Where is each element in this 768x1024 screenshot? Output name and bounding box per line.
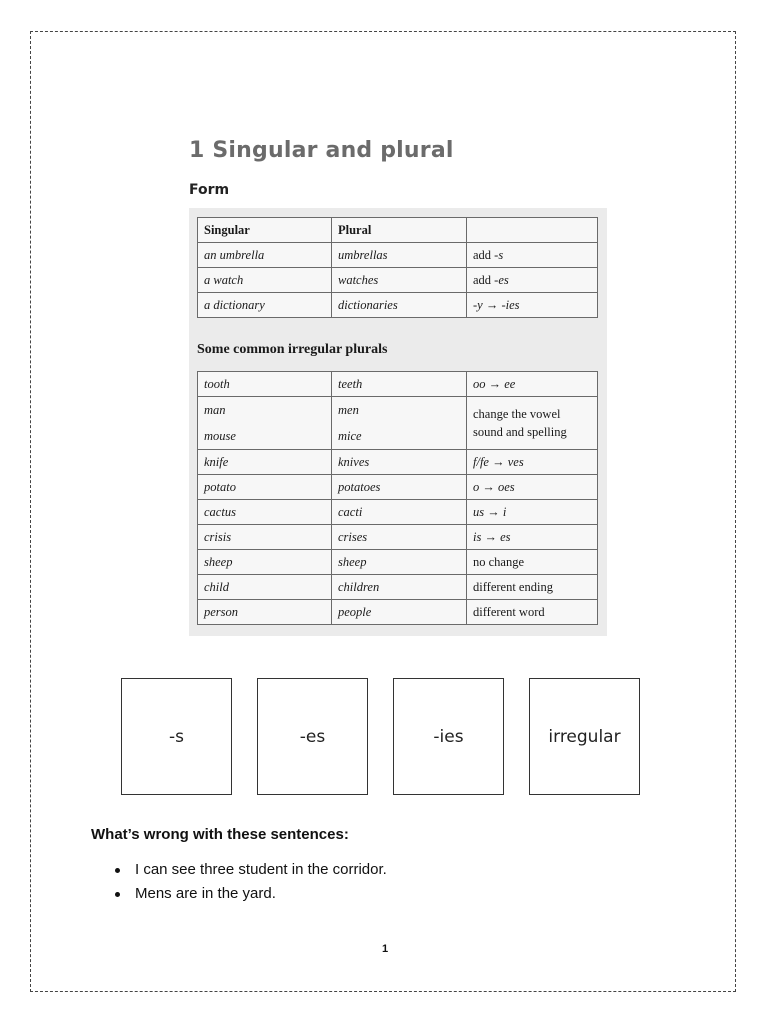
plural-cell: people [332, 600, 467, 625]
plural-cell: crises [332, 525, 467, 550]
rule-prefix: add - [473, 272, 499, 287]
sentence-list [115, 858, 387, 906]
irregular-plurals-heading: Some common irregular plurals [197, 342, 388, 357]
singular-cell: potato [198, 475, 332, 500]
rule-cell: o → oes [467, 475, 598, 500]
header-plural: Plural [332, 218, 467, 243]
table-row [198, 293, 598, 318]
regular-plurals-table [197, 217, 598, 318]
table-row [198, 243, 598, 268]
category-card-ies: -ies [393, 678, 504, 795]
rule-cell: no change [467, 550, 598, 575]
rule-line: sound and spelling [473, 425, 567, 439]
singular-line: mouse [204, 429, 236, 443]
singular-cell: tooth [198, 372, 332, 397]
plural-cell [332, 397, 467, 450]
rule-cell [467, 268, 598, 293]
singular-cell: a watch [198, 268, 332, 293]
plural-line: men [338, 403, 359, 417]
category-card-s: -s [121, 678, 232, 795]
category-card-es: -es [257, 678, 368, 795]
plural-cell: umbrellas [332, 243, 467, 268]
plural-line: mice [338, 429, 362, 443]
table-row [198, 450, 598, 475]
rule-cell: different ending [467, 575, 598, 600]
excerpt-subtitle: Form [189, 182, 230, 198]
table-row [198, 600, 598, 625]
table-row [198, 550, 598, 575]
table-row [198, 500, 598, 525]
rule-prefix: add - [473, 247, 499, 262]
rule-cell [467, 243, 598, 268]
page-number: 1 [381, 943, 389, 955]
rule-cell [467, 397, 598, 450]
rule-cell: different word [467, 600, 598, 625]
singular-cell: sheep [198, 550, 332, 575]
rule-cell: us → i [467, 500, 598, 525]
plural-cell: knives [332, 450, 467, 475]
plural-cell: cacti [332, 500, 467, 525]
singular-cell [198, 397, 332, 450]
table-row [198, 397, 598, 450]
table-row [198, 525, 598, 550]
rule-line: change the vowel [473, 407, 561, 421]
table-row [198, 575, 598, 600]
plural-cell: potatoes [332, 475, 467, 500]
table-header-row [198, 218, 598, 243]
singular-cell: cactus [198, 500, 332, 525]
rule-cell: oo → ee [467, 372, 598, 397]
plural-cell: teeth [332, 372, 467, 397]
singular-line: man [204, 403, 226, 417]
plural-cell: dictionaries [332, 293, 467, 318]
plural-cell: sheep [332, 550, 467, 575]
singular-cell: person [198, 600, 332, 625]
rule-cell: f/fe → ves [467, 450, 598, 475]
singular-cell: child [198, 575, 332, 600]
list-item: Mens are in the yard. [115, 882, 387, 906]
rule-suffix: s [498, 247, 504, 262]
category-card-irregular: irregular [529, 678, 640, 795]
exercise-question: What’s wrong with these sentences: [91, 826, 349, 843]
singular-cell: a dictionary [198, 293, 332, 318]
rule-suffix: es [498, 272, 509, 287]
header-singular: Singular [198, 218, 332, 243]
irregular-plurals-table [197, 371, 598, 625]
singular-cell: crisis [198, 525, 332, 550]
singular-cell: an umbrella [198, 243, 332, 268]
list-item: I can see three student in the corridor. [115, 858, 387, 882]
table-row [198, 372, 598, 397]
table-row [198, 268, 598, 293]
excerpt-title: 1 Singular and plural [189, 138, 454, 163]
rule-cell: -y → -ies [467, 293, 598, 318]
header-rule [467, 218, 598, 243]
textbook-excerpt [189, 130, 607, 636]
table-row [198, 475, 598, 500]
plural-cell: watches [332, 268, 467, 293]
rule-cell: is → es [467, 525, 598, 550]
plural-cell: children [332, 575, 467, 600]
singular-cell: knife [198, 450, 332, 475]
